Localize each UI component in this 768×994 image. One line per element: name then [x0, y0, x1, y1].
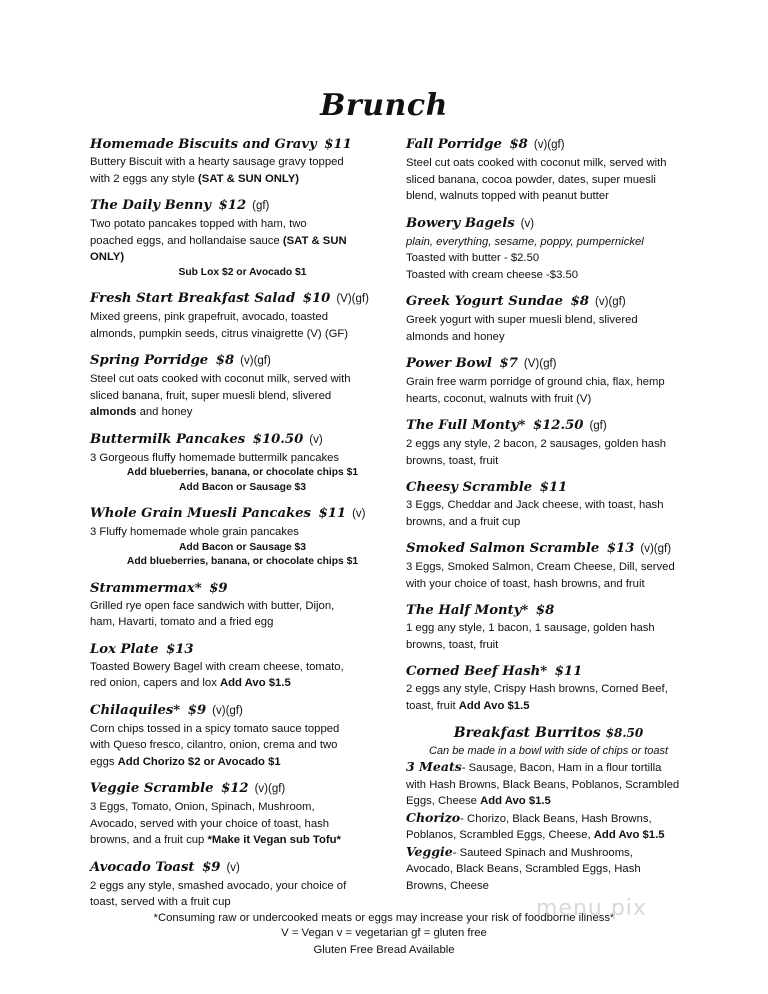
- item-description-line: Greek yogurt with super muesli blend, slivered: [406, 314, 638, 326]
- item-addon-line: Add blueberries, banana, or chocolate chips $1: [126, 467, 359, 478]
- burrito-line: Poblanos, Scrambled Eggs, Cheese, Add Avo $1.5: [406, 829, 665, 841]
- item-price: $9: [209, 580, 228, 596]
- item-price: $13: [606, 541, 635, 556]
- item-diet-tag: (v)(gf): [533, 139, 565, 151]
- menu-item: [90, 640, 395, 692]
- menu-item: [406, 601, 691, 653]
- menu-item: [406, 662, 691, 714]
- burrito-addon: Add Avo $1.5: [593, 829, 665, 841]
- item-price: $10.50: [252, 431, 304, 447]
- item-diet-tag: (gf): [252, 200, 270, 212]
- item-description-line: hearts, coconut, walnuts with fruit (V): [406, 392, 592, 405]
- burrito-line: Eggs, Cheese Add Avo $1.5: [406, 795, 551, 807]
- item-description-line: 3 Eggs, Tomato, Onion, Spinach, Mushroom,: [90, 801, 315, 813]
- menu-item: [406, 354, 691, 407]
- item-heading: [90, 579, 395, 598]
- menu-item: [90, 135, 395, 187]
- item-description-line: [406, 234, 691, 251]
- item-description-line: Toasted with cream cheese -$3.50: [406, 268, 579, 281]
- item-description-line: 3 Eggs, Cheddar and Jack cheese, with toast, hash: [406, 499, 664, 511]
- burrito-item: [406, 810, 691, 844]
- menu-item: [406, 416, 691, 469]
- item-name: Buttermilk Pancakes: [90, 431, 246, 447]
- item-description-line: eggs Add Chorizo $2 or Avocado $1: [90, 755, 281, 768]
- item-price: $9: [187, 702, 207, 718]
- item-name: Power Bowl: [406, 356, 492, 371]
- menu-item: [90, 289, 395, 342]
- item-heading: [90, 135, 395, 154]
- item-name: Cheesy Scramble: [406, 480, 533, 495]
- item-name: Chilaquiles*: [90, 702, 181, 718]
- burrito-item: [406, 844, 691, 895]
- item-name: Homemade Biscuits and Gravy: [90, 137, 317, 152]
- item-name: Veggie Scramble: [90, 781, 214, 796]
- item-heading: [406, 292, 691, 312]
- menu-item: [406, 292, 691, 345]
- item-diet-tag: (V)(gf): [336, 293, 369, 305]
- item-price: $10: [302, 291, 331, 306]
- item-diet-tag: (v): [309, 433, 323, 446]
- item-heading: [406, 214, 691, 234]
- item-name: Fall Porridge: [406, 137, 502, 152]
- burrito-item: [406, 759, 691, 810]
- burrito-line: 3 Meats- Sausage, Bacon, Ham in a flour tortilla: [406, 759, 662, 774]
- burrito-line: with Hash Browns, Black Beans, Poblanos, Scrambled: [406, 778, 680, 791]
- item-diet-tag: (v): [352, 508, 366, 520]
- description-bold: almonds: [90, 406, 137, 418]
- description-bold: ONLY): [90, 251, 125, 263]
- item-description-line: almonds and honey: [406, 330, 505, 343]
- item-name: Avocado Toast: [90, 859, 195, 875]
- item-description-line: Buttery Biscuit with a hearty sausage gravy topped: [90, 156, 344, 168]
- item-heading: [90, 351, 395, 371]
- item-diet-tag: (gf): [589, 420, 607, 432]
- menu-item: [406, 214, 691, 284]
- item-description-line: Toasted with butter - $2.50: [406, 252, 540, 264]
- item-description-line: Steel cut oats cooked with coconut milk, served with: [90, 373, 351, 385]
- burrito-line: Veggie- Sauteed Spinach and Mushrooms,: [406, 843, 633, 859]
- item-description-line: 2 eggs any style, smashed avocado, your choice of: [90, 879, 347, 892]
- item-price: $12.50: [532, 418, 584, 433]
- burrito-name: Veggie: [406, 843, 453, 859]
- item-price: $8: [535, 603, 555, 618]
- description-bold: (SAT & SUN ONLY): [198, 172, 300, 185]
- item-name: The Daily Benny: [90, 198, 212, 213]
- item-heading: [406, 539, 691, 559]
- item-name: The Full Monty*: [406, 418, 526, 433]
- description-bold: (SAT & SUN: [282, 234, 347, 247]
- item-description-line: toast, served with a fruit cup: [90, 896, 231, 908]
- item-price: $11: [324, 137, 352, 152]
- item-heading: [90, 196, 395, 216]
- item-name: Lox Plate: [90, 641, 159, 657]
- burritos-heading: [406, 723, 691, 743]
- item-heading: [406, 601, 691, 620]
- burrito-addon: Add Avo $1.5: [480, 795, 551, 807]
- item-addon-line: Add Bacon or Sausage $3: [178, 481, 307, 493]
- item-price: $8: [570, 294, 590, 309]
- footer-gluten-free: Gluten Free Bread Available: [313, 944, 455, 956]
- item-price: $11: [318, 506, 347, 521]
- item-name: Strammermax*: [90, 580, 202, 596]
- item-heading: [406, 478, 691, 497]
- item-diet-tag: (v)(gf): [254, 783, 286, 795]
- item-heading: [90, 779, 395, 799]
- footer-warning: *Consuming raw or undercooked meats or eggs may increase your risk of foodborne illness*: [153, 912, 615, 924]
- item-description-line: red onion, capers and lox Add Avo $1.5: [90, 677, 291, 689]
- item-price: $11: [539, 480, 568, 495]
- burritos-subtitle: Can be made in a bowl with side of chips or toast: [428, 745, 669, 757]
- item-description-line: almonds, pumpkin seeds, citrus vinaigrette (V) (GF): [90, 327, 349, 340]
- item-description-line: Avocado, served with your choice of toast, hash: [90, 817, 330, 830]
- watermark-logo: menu pix: [536, 896, 647, 921]
- menu-item: [406, 135, 691, 205]
- item-description-line: toast, fruit Add Avo $1.5: [406, 699, 530, 712]
- burritos-price: $8.50: [605, 726, 644, 740]
- item-description-line: Mixed greens, pink grapefruit, avocado, toasted: [90, 311, 329, 323]
- footer-legend: V = Vegan v = vegetarian gf = gluten free: [281, 927, 487, 939]
- item-name: Corned Beef Hash*: [406, 664, 548, 679]
- item-price: $12: [218, 198, 247, 213]
- item-description-line: browns, and a fruit cup *Make it Vegan sub Tofu*: [90, 834, 341, 846]
- item-description-line: 1 egg any style, 1 bacon, 1 sausage, golden hash: [406, 622, 655, 634]
- item-addon-line: Add Bacon or Sausage $3: [178, 541, 307, 553]
- item-diet-tag: (v)(gf): [212, 704, 243, 717]
- item-description-line: 3 Eggs, Smoked Salmon, Cream Cheese, Dill, served: [406, 561, 675, 573]
- item-description-line: poached eggs, and hollandaise sauce (SAT & SUN: [90, 234, 347, 247]
- item-name: Whole Grain Muesli Pancakes: [90, 506, 311, 521]
- item-diet-tag: (V)(gf): [523, 358, 557, 370]
- item-description-line: sliced banana, fruit, super muesli blend, slivered: [90, 389, 332, 402]
- item-heading: [90, 289, 395, 309]
- item-diet-tag: (v): [226, 861, 240, 874]
- menu-item: [90, 504, 395, 570]
- description-bold: Add Chorizo $2 or Avocado $1: [117, 755, 281, 768]
- item-name: The Half Monty*: [406, 603, 529, 618]
- item-diet-tag: (v)(gf): [240, 355, 271, 367]
- item-heading: [406, 354, 691, 374]
- item-name: Fresh Start Breakfast Salad: [90, 291, 296, 306]
- item-price: $8: [215, 353, 235, 368]
- item-addon-line: Sub Lox $2 or Avocado $1: [178, 266, 307, 278]
- burritos-title: Breakfast Burritos: [453, 725, 601, 741]
- item-description-line: blend, walnuts topped with peanut butter: [406, 190, 609, 202]
- item-price: $8: [509, 137, 528, 152]
- item-description-line: sliced banana, cocoa powder, dates, super muesli: [406, 173, 656, 186]
- burrito-line: Avocado, Black Beans, Scrambled Eggs, Hash: [406, 863, 641, 875]
- item-diet-tag: (v): [520, 217, 535, 230]
- burrito-line: Browns, Cheese: [406, 879, 489, 892]
- item-price: $13: [166, 641, 194, 657]
- item-heading: [90, 430, 395, 450]
- item-name: Spring Porridge: [90, 353, 209, 368]
- menu-item: [90, 779, 395, 849]
- item-price: $11: [554, 664, 583, 679]
- description-bold: Add Avo $1.5: [220, 677, 291, 689]
- item-description-line: Corn chips tossed in a spicy tomato sauce topped: [90, 722, 340, 735]
- item-description-line: [90, 249, 395, 266]
- item-description-line: 3 Fluffy homemade whole grain pancakes: [90, 526, 299, 538]
- item-description-line: browns, and a fruit cup: [406, 515, 521, 528]
- item-heading: [90, 701, 395, 721]
- item-description-line: 2 eggs any style, Crispy Hash browns, Corned Beef,: [406, 683, 668, 695]
- item-description-line: 2 eggs any style, 2 bacon, 2 sausages, golden hash: [406, 438, 667, 450]
- item-description-line: 3 Gorgeous fluffy homemade buttermilk pancakes: [90, 451, 340, 464]
- item-heading: [90, 858, 395, 878]
- item-heading: [406, 662, 691, 681]
- menu-item: [90, 701, 395, 771]
- menu-item: [406, 478, 691, 530]
- right-column: [406, 135, 691, 894]
- item-description-line: Steel cut oats cooked with coconut milk, served with: [406, 157, 667, 169]
- item-description-line: browns, toast, fruit: [406, 454, 499, 467]
- item-description-line: browns, toast, fruit: [406, 638, 499, 651]
- item-name: Greek Yogurt Sundae: [406, 294, 564, 309]
- item-description-line: Grain free warm porridge of ground chia, flax, hemp: [406, 376, 665, 388]
- menu-title: Brunch: [320, 88, 448, 123]
- item-heading: [90, 504, 395, 524]
- item-description-line: with your choice of toast, hash browns, and fruit: [406, 577, 645, 590]
- item-price: $9: [202, 859, 221, 875]
- item-name: Bowery Bagels: [406, 215, 515, 231]
- item-price: $7: [499, 356, 518, 371]
- burrito-line: Chorizo- Chorizo, Black Beans, Hash Browns,: [406, 809, 652, 825]
- item-description-line: almonds and honey: [90, 406, 193, 418]
- burrito-name: 3 Meats: [406, 759, 462, 774]
- item-diet-tag: (v)(gf): [640, 543, 672, 555]
- item-addon-line: Add blueberries, banana, or chocolate chips $1: [126, 556, 359, 567]
- menu-item: [90, 196, 395, 280]
- item-heading: [406, 135, 691, 155]
- item-description-line: Grilled rye open face sandwich with butter, Dijon,: [90, 599, 335, 612]
- left-column: [90, 135, 395, 920]
- menu-item: [406, 539, 691, 592]
- item-price: $12: [221, 781, 249, 796]
- menu-item: [90, 579, 395, 631]
- item-description-line: ham, Havarti, tomato and a fried egg: [90, 616, 274, 628]
- description-bold: Add Avo $1.5: [458, 699, 530, 712]
- description-italic: plain, everything, sesame, poppy, pumpernickel: [406, 235, 644, 248]
- item-heading: [90, 640, 395, 659]
- item-heading: [406, 416, 691, 436]
- menu-item: [90, 858, 395, 911]
- menu-item: [90, 430, 395, 496]
- item-description-line: Toasted Bowery Bagel with cream cheese, tomato,: [90, 660, 344, 673]
- burrito-name: Chorizo: [406, 809, 461, 825]
- description-bold: *Make it Vegan sub Tofu*: [207, 834, 341, 846]
- item-name: Smoked Salmon Scramble: [406, 541, 600, 556]
- menu-item: [90, 351, 395, 421]
- item-description-line: with 2 eggs any style (SAT & SUN ONLY): [90, 172, 300, 185]
- item-diet-tag: (v)(gf): [595, 296, 626, 308]
- item-description-line: with Queso fresco, cilantro, onion, crema and two: [90, 739, 338, 751]
- item-description-line: Two potato pancakes topped with ham, two: [90, 218, 307, 230]
